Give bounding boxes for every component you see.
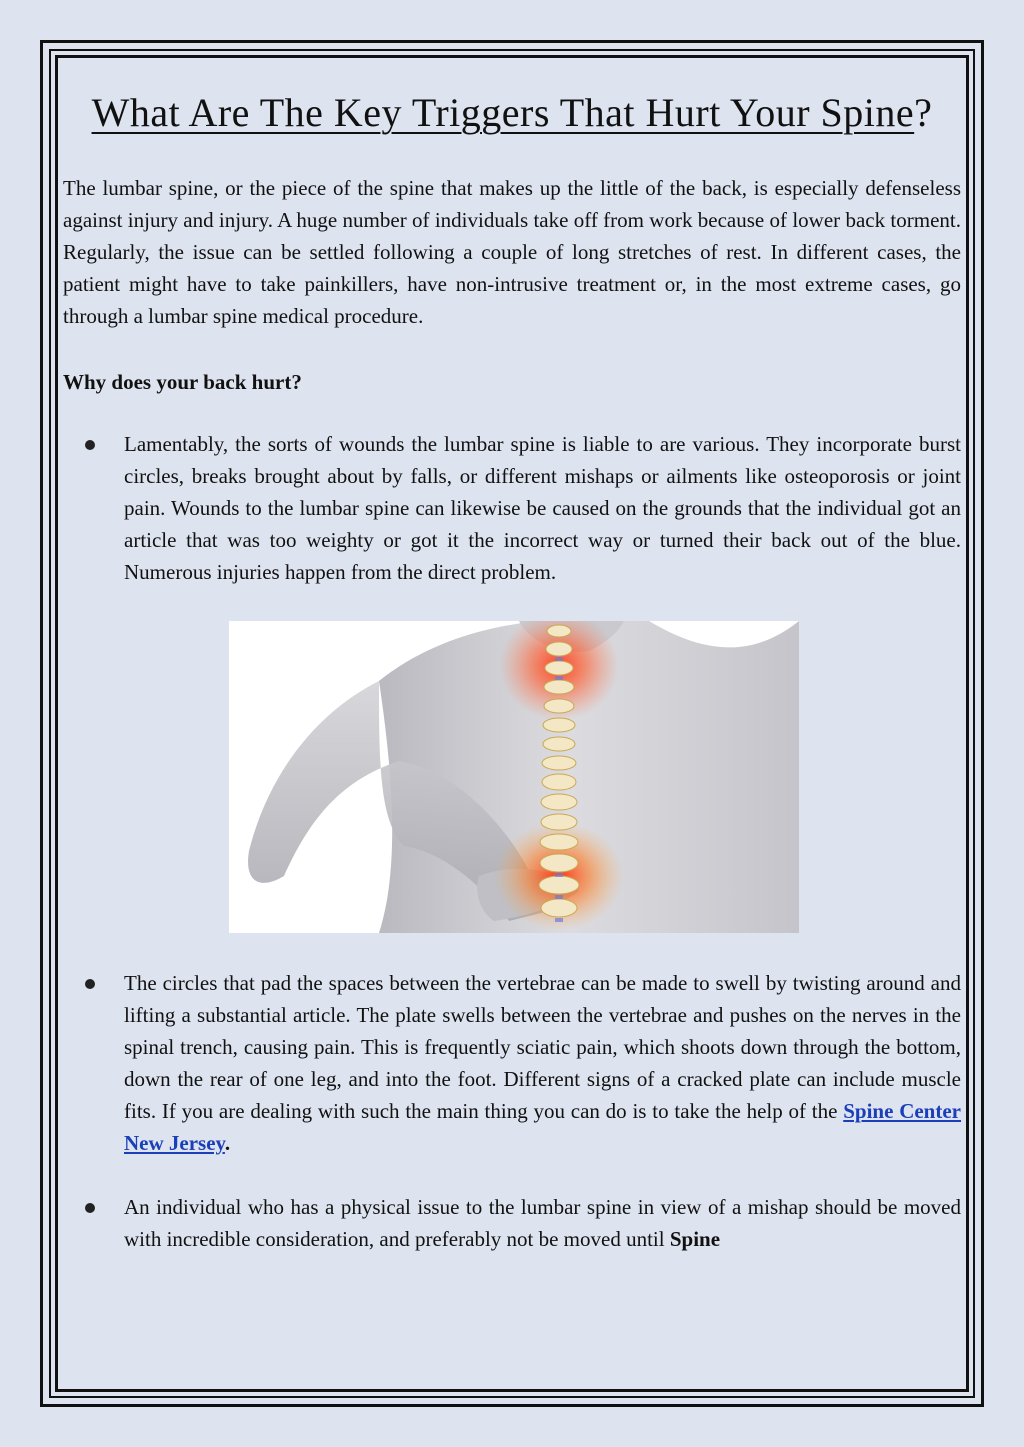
bullet-icon bbox=[85, 979, 95, 989]
section-heading: Why does your back hurt? bbox=[63, 370, 302, 394]
intro-paragraph: The lumbar spine, or the piece of the spine that makes up the little of the back, is especially defenseless against injury and injury. A huge number of individuals take off from work because of lower back torment. Regularly, the issue can be settled following a couple of long stretches of rest. In different cases, the patient might have to take painkillers, have non-intrusive treatment or, in the most extreme cases, go through a lumbar spine medical procedure. bbox=[63, 176, 961, 328]
bullet-list-2 bbox=[63, 967, 961, 1255]
bullet-list bbox=[63, 428, 961, 588]
spine-center-link[interactable]: Spine Center New Jersey bbox=[124, 1099, 961, 1155]
list-item-text: Lamentably, the sorts of wounds the lumbar spine is liable to are various. They incorporate burst circles, breaks brought about by falls, or different mishaps or ailments like osteoporosis or joint pain. Wounds to the lumbar spine can likewise be caused on the grounds that the individual got an article that was too weighty or got it the incorrect way or turned their back out of the blue. Numerous injuries happen from the direct problem. bbox=[124, 432, 961, 584]
list-item bbox=[63, 428, 961, 588]
list-item-text: An individual who has a physical issue to the lumbar spine in view of a mishap should be moved with incredible consideration, and preferably not be moved until bbox=[124, 1195, 961, 1251]
bullet-icon bbox=[85, 440, 95, 450]
list-item-bold: Spine bbox=[669, 1227, 721, 1251]
spacer bbox=[63, 933, 961, 967]
bullet-icon bbox=[85, 1203, 95, 1213]
page-title bbox=[63, 84, 961, 142]
page-title-text: What Are The Key Triggers That Hurt Your Spine bbox=[91, 90, 915, 135]
back-pain-illustration bbox=[229, 621, 799, 933]
list-item bbox=[63, 967, 961, 1159]
page-title-suffix: ? bbox=[914, 90, 933, 135]
list-item-end: . bbox=[224, 1131, 231, 1155]
list-item-text: The circles that pad the spaces between the vertebrae can be made to swell by twisting around and lifting a substantial article. The plate swells between the vertebrae and pushes on the nerves in the spinal trench, causing pain. This is frequently sciatic pain, which shoots down through the bottom, down the rear of one leg, and into the foot. Different signs of a cracked plate can include muscle fits. If you are dealing with such the main thing you can do is to take the help of the bbox=[124, 971, 961, 1123]
list-item bbox=[63, 1191, 961, 1255]
document-content bbox=[63, 84, 961, 1255]
